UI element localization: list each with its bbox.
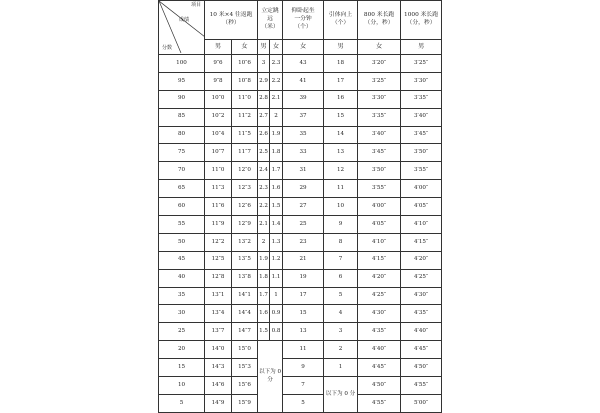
- score-cell: 90: [159, 90, 205, 108]
- shuttle-female-cell: 13″5: [232, 251, 258, 269]
- shuttle-female-cell: 12″6: [232, 198, 258, 216]
- shuttle-female-cell: 13″8: [232, 269, 258, 287]
- situp-female-cell: 35: [283, 126, 324, 144]
- header-10m-title: 10 米×4 往返跑: [209, 12, 253, 19]
- corner-item-label: 项目: [190, 2, 201, 8]
- shuttle-female-cell: 14″7: [232, 323, 258, 341]
- table-row: [159, 305, 442, 323]
- header-standing-jump: [258, 1, 283, 40]
- score-cell: 35: [159, 287, 205, 305]
- jump-male-cell: 2: [258, 233, 270, 251]
- table-row: [159, 108, 442, 126]
- score-cell: 100: [159, 55, 205, 73]
- table-row: [159, 394, 442, 412]
- jump-male-cell: 2.1: [258, 216, 270, 234]
- table-row: [159, 216, 442, 234]
- jump-female-cell: 0.9: [270, 305, 283, 323]
- shuttle-male-cell: 11″3: [205, 180, 232, 198]
- sex-male: 男: [324, 40, 358, 55]
- header-situp-title: 仰卧起坐: [291, 8, 315, 15]
- table-row: [159, 287, 442, 305]
- table-row: [159, 180, 442, 198]
- jump-male-cell: 2.2: [258, 198, 270, 216]
- run800-female-cell: 4′30″: [358, 305, 401, 323]
- situp-female-cell: 21: [283, 251, 324, 269]
- run800-female-cell: 4′40″: [358, 341, 401, 359]
- situp-female-cell: 17: [283, 287, 324, 305]
- shuttle-male-cell: 12″2: [205, 233, 232, 251]
- score-cell: 55: [159, 216, 205, 234]
- jump-male-cell: 1.6: [258, 305, 270, 323]
- jump-female-cell: 2.3: [270, 55, 283, 73]
- shuttle-male-cell: 10″4: [205, 126, 232, 144]
- header-10m-shuttle: [205, 1, 258, 40]
- score-cell: 80: [159, 126, 205, 144]
- header-jump-title: 立定跳远: [261, 8, 279, 23]
- score-cell: 15: [159, 359, 205, 377]
- jump-male-cell: 2.8: [258, 90, 270, 108]
- score-standard-sheet: [158, 0, 441, 406]
- score-cell: 20: [159, 341, 205, 359]
- pullup-male-cell: 9: [324, 216, 358, 234]
- pullup-male-cell: 1: [324, 359, 358, 377]
- jump-male-cell: 2.5: [258, 144, 270, 162]
- situp-female-cell: 33: [283, 144, 324, 162]
- jump-male-cell: 2.3: [258, 180, 270, 198]
- sex-female: 女: [358, 40, 401, 55]
- table-row: [159, 72, 442, 90]
- header-pullup-unit: （个）: [331, 20, 350, 26]
- jump-female-cell: 1.5: [270, 198, 283, 216]
- shuttle-male-cell: 14″0: [205, 341, 232, 359]
- score-cell: 95: [159, 72, 205, 90]
- header-situp-unit2: （个）: [294, 23, 312, 30]
- pullup-male-cell: 2: [324, 341, 358, 359]
- run800-female-cell: 4′50″: [358, 377, 401, 395]
- jump-female-cell: 1.8: [270, 144, 283, 162]
- table-row: [159, 377, 442, 395]
- pullup-male-cell: 16: [324, 90, 358, 108]
- sex-female: 女: [283, 40, 324, 55]
- run800-female-cell: 4′25″: [358, 287, 401, 305]
- table-row: [159, 198, 442, 216]
- run1000-male-cell: 4′40″: [401, 323, 442, 341]
- run1000-male-cell: 4′25″: [401, 269, 442, 287]
- run1000-male-cell: 4′05″: [401, 198, 442, 216]
- shuttle-female-cell: 14″1: [232, 287, 258, 305]
- jump-female-cell: 1.1: [270, 269, 283, 287]
- pullup-male-cell: 5: [324, 287, 358, 305]
- run800-female-cell: 3′50″: [358, 162, 401, 180]
- jump-female-cell: 1.6: [270, 180, 283, 198]
- run1000-male-cell: 3′30″: [401, 72, 442, 90]
- score-cell: 25: [159, 323, 205, 341]
- shuttle-female-cell: 15″6: [232, 377, 258, 395]
- header-pullups: [324, 1, 358, 40]
- shuttle-female-cell: 13″2: [232, 233, 258, 251]
- run1000-male-cell: 4′10″: [401, 216, 442, 234]
- situp-female-cell: 23: [283, 233, 324, 251]
- sex-female: 女: [270, 40, 283, 55]
- table-row: [159, 55, 442, 73]
- jump-female-cell: 1.4: [270, 216, 283, 234]
- score-cell: 60: [159, 198, 205, 216]
- corner-points-label: 分数: [162, 45, 173, 51]
- table-row: [159, 144, 442, 162]
- pullup-zero-note: 以下为 0 分: [324, 377, 358, 413]
- header-pullup-title: 引体向上: [328, 12, 353, 19]
- run1000-male-cell: 4′30″: [401, 287, 442, 305]
- shuttle-male-cell: 10″7: [205, 144, 232, 162]
- run800-female-cell: 4′35″: [358, 323, 401, 341]
- jump-female-cell: 0.8: [270, 323, 283, 341]
- pullup-male-cell: 13: [324, 144, 358, 162]
- run1000-male-cell: 4′55″: [401, 377, 442, 395]
- run800-female-cell: 4′05″: [358, 216, 401, 234]
- run800-female-cell: 4′00″: [358, 198, 401, 216]
- run1000-male-cell: 3′55″: [401, 162, 442, 180]
- jump-male-cell: 2.4: [258, 162, 270, 180]
- header-1000-unit: （分，秒）: [406, 20, 436, 26]
- pullup-male-cell: 6: [324, 269, 358, 287]
- situp-female-cell: 13: [283, 323, 324, 341]
- situp-female-cell: 11: [283, 341, 324, 359]
- score-cell: 30: [159, 305, 205, 323]
- situp-female-cell: 27: [283, 198, 324, 216]
- shuttle-female-cell: 11″5: [232, 126, 258, 144]
- pullup-male-cell: 18: [324, 55, 358, 73]
- pullup-male-cell: 15: [324, 108, 358, 126]
- header-situp-unit: 一分钟: [294, 16, 312, 23]
- jump-zero-note: 以下为 0 分: [258, 341, 283, 413]
- shuttle-female-cell: 15″0: [232, 341, 258, 359]
- shuttle-female-cell: 10″6: [232, 55, 258, 73]
- header-row-1: [159, 1, 442, 40]
- run1000-male-cell: 4′35″: [401, 305, 442, 323]
- run800-female-cell: 3′20″: [358, 55, 401, 73]
- run1000-male-cell: 4′20″: [401, 251, 442, 269]
- shuttle-male-cell: 11″6: [205, 198, 232, 216]
- table-row: [159, 126, 442, 144]
- jump-male-cell: 1.8: [258, 269, 270, 287]
- situp-female-cell: 19: [283, 269, 324, 287]
- pullup-male-cell: 11: [324, 180, 358, 198]
- shuttle-male-cell: 9″6: [205, 55, 232, 73]
- run800-female-cell: 3′35″: [358, 108, 401, 126]
- run800-female-cell: 4′55″: [358, 394, 401, 412]
- score-cell: 85: [159, 108, 205, 126]
- run1000-male-cell: 4′15″: [401, 233, 442, 251]
- shuttle-male-cell: 14″6: [205, 377, 232, 395]
- situp-female-cell: 25: [283, 216, 324, 234]
- score-cell: 70: [159, 162, 205, 180]
- run800-female-cell: 4′10″: [358, 233, 401, 251]
- header-jump-unit: （米）: [261, 23, 279, 30]
- table-row: [159, 359, 442, 377]
- run800-female-cell: 4′20″: [358, 269, 401, 287]
- situp-female-cell: 43: [283, 55, 324, 73]
- shuttle-male-cell: 9″8: [205, 72, 232, 90]
- header-800-title: 800 米长跑: [363, 12, 395, 19]
- jump-male-cell: 3: [258, 55, 270, 73]
- jump-male-cell: 2.6: [258, 126, 270, 144]
- sex-male: 男: [401, 40, 442, 55]
- pullup-male-cell: 12: [324, 162, 358, 180]
- jump-male-cell: 1.7: [258, 287, 270, 305]
- run800-female-cell: 4′45″: [358, 359, 401, 377]
- shuttle-female-cell: 11″2: [232, 108, 258, 126]
- jump-female-cell: 1.3: [270, 233, 283, 251]
- score-cell: 5: [159, 394, 205, 412]
- table-row: [159, 90, 442, 108]
- run800-female-cell: 3′55″: [358, 180, 401, 198]
- run1000-male-cell: 4′00″: [401, 180, 442, 198]
- header-corner-cell: [159, 1, 205, 55]
- pullup-male-cell: 14: [324, 126, 358, 144]
- header-1000m: [401, 1, 442, 40]
- shuttle-female-cell: 10″8: [232, 72, 258, 90]
- score-cell: 45: [159, 251, 205, 269]
- shuttle-female-cell: 12″9: [232, 216, 258, 234]
- shuttle-male-cell: 13″4: [205, 305, 232, 323]
- situp-female-cell: 39: [283, 90, 324, 108]
- shuttle-male-cell: 12″5: [205, 251, 232, 269]
- run800-female-cell: 3′25″: [358, 72, 401, 90]
- shuttle-female-cell: 15″9: [232, 394, 258, 412]
- run1000-male-cell: 3′40″: [401, 108, 442, 126]
- sex-male: 男: [205, 40, 232, 55]
- table-row: [159, 251, 442, 269]
- shuttle-male-cell: 10″0: [205, 90, 232, 108]
- score-cell: 10: [159, 377, 205, 395]
- sex-male: 男: [258, 40, 270, 55]
- header-1000-title: 1000 米长跑: [404, 12, 439, 19]
- run1000-male-cell: 4′45″: [401, 341, 442, 359]
- shuttle-male-cell: 12″8: [205, 269, 232, 287]
- shuttle-male-cell: 10″2: [205, 108, 232, 126]
- shuttle-female-cell: 12″3: [232, 180, 258, 198]
- shuttle-female-cell: 11″0: [232, 90, 258, 108]
- shuttle-male-cell: 11″0: [205, 162, 232, 180]
- run1000-male-cell: 3′45″: [401, 126, 442, 144]
- jump-male-cell: 2.7: [258, 108, 270, 126]
- jump-male-cell: 1.9: [258, 251, 270, 269]
- table-row: [159, 162, 442, 180]
- situp-female-cell: 15: [283, 305, 324, 323]
- situp-female-cell: 9: [283, 359, 324, 377]
- pullup-male-cell: 3: [324, 323, 358, 341]
- score-cell: 40: [159, 269, 205, 287]
- jump-female-cell: 2.2: [270, 72, 283, 90]
- shuttle-male-cell: 14″9: [205, 394, 232, 412]
- run800-female-cell: 3′45″: [358, 144, 401, 162]
- situp-female-cell: 29: [283, 180, 324, 198]
- score-table: [158, 0, 442, 413]
- jump-female-cell: 1: [270, 287, 283, 305]
- score-cell: 75: [159, 144, 205, 162]
- pullup-male-cell: 7: [324, 251, 358, 269]
- table-row: [159, 269, 442, 287]
- table-row: [159, 323, 442, 341]
- run800-female-cell: 4′15″: [358, 251, 401, 269]
- situp-female-cell: 31: [283, 162, 324, 180]
- jump-female-cell: 1.2: [270, 251, 283, 269]
- shuttle-male-cell: 11″9: [205, 216, 232, 234]
- header-800m: [358, 1, 401, 40]
- pullup-male-cell: 17: [324, 72, 358, 90]
- situp-female-cell: 41: [283, 72, 324, 90]
- shuttle-female-cell: 15″3: [232, 359, 258, 377]
- header-10m-unit: （秒）: [222, 20, 240, 26]
- shuttle-female-cell: 12″0: [232, 162, 258, 180]
- sex-female: 女: [232, 40, 258, 55]
- header-situps: [283, 1, 324, 40]
- pullup-male-cell: 8: [324, 233, 358, 251]
- header-800-unit: （分，秒）: [364, 20, 394, 26]
- jump-female-cell: 1.7: [270, 162, 283, 180]
- shuttle-female-cell: 14″4: [232, 305, 258, 323]
- score-cell: 65: [159, 180, 205, 198]
- situp-female-cell: 37: [283, 108, 324, 126]
- run1000-male-cell: 5′00″: [401, 394, 442, 412]
- jump-male-cell: 1.5: [258, 323, 270, 341]
- score-cell: 50: [159, 233, 205, 251]
- run1000-male-cell: 3′25″: [401, 55, 442, 73]
- jump-female-cell: 1.9: [270, 126, 283, 144]
- table-row: [159, 233, 442, 251]
- jump-female-cell: 2: [270, 108, 283, 126]
- table-row: [159, 341, 442, 359]
- shuttle-male-cell: 13″7: [205, 323, 232, 341]
- run800-female-cell: 3′30″: [358, 90, 401, 108]
- shuttle-male-cell: 13″1: [205, 287, 232, 305]
- corner-score-label: 成绩: [179, 17, 190, 23]
- jump-female-cell: 2.1: [270, 90, 283, 108]
- run800-female-cell: 3′40″: [358, 126, 401, 144]
- jump-male-cell: 2.9: [258, 72, 270, 90]
- run1000-male-cell: 3′50″: [401, 144, 442, 162]
- pullup-male-cell: 10: [324, 198, 358, 216]
- shuttle-female-cell: 11″7: [232, 144, 258, 162]
- run1000-male-cell: 4′50″: [401, 359, 442, 377]
- run1000-male-cell: 3′35″: [401, 90, 442, 108]
- situp-female-cell: 7: [283, 377, 324, 395]
- shuttle-male-cell: 14″3: [205, 359, 232, 377]
- situp-female-cell: 5: [283, 394, 324, 412]
- pullup-male-cell: 4: [324, 305, 358, 323]
